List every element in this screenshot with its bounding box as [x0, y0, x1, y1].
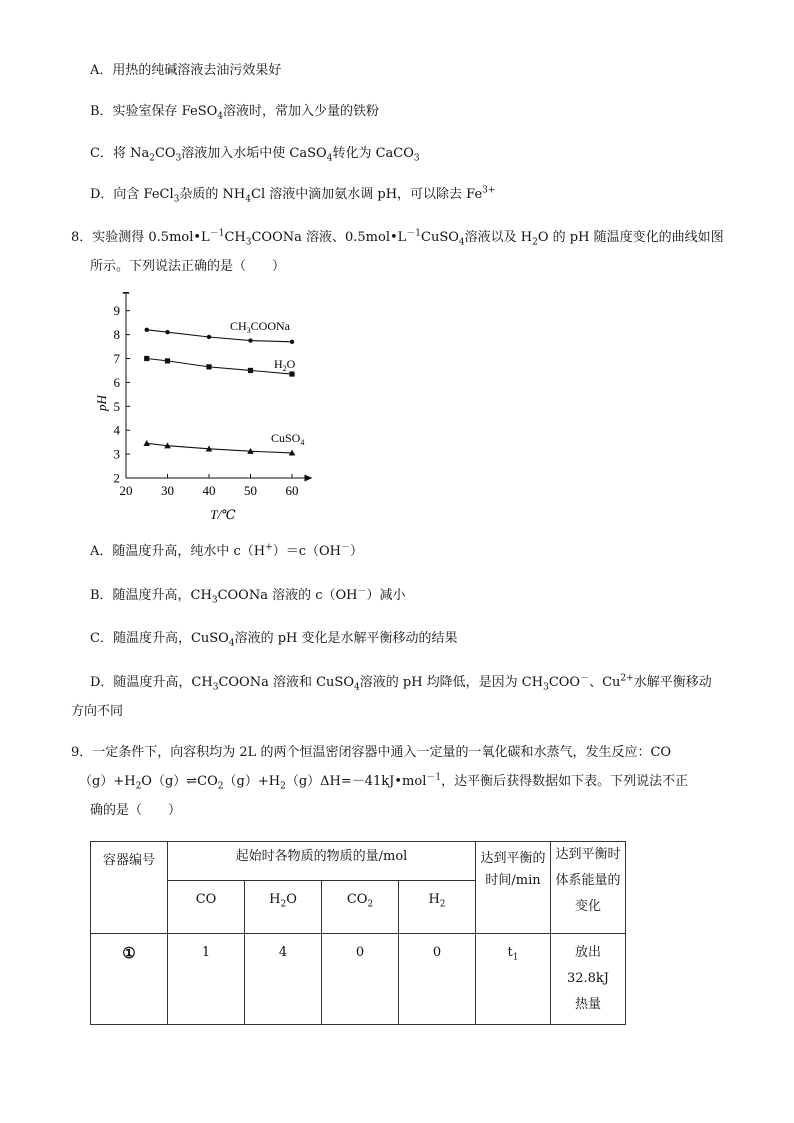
x-tick-label: 20: [119, 483, 133, 498]
q8-option-b: B．随温度升高，$CH_3COONa$ 溶液的 c（OH－）减小: [90, 586, 406, 606]
x-tick-label: 60: [285, 483, 299, 498]
subheader-co: CO: [168, 881, 245, 934]
q8-stem-line1: 8．实验测得 $0.5mol•L^{-1}CH_3COONa$ 溶液、$0.5mol•L^{-1}CuSO_4$溶液以及 $H_2O$ 的 pH 随温度变化的曲线如图: [71, 228, 724, 248]
q7-option-d: D．向含 FeCl$_3$杂质的 $NH_4Cl$ 溶液中滴加氨水调 pH，可以除去 $Fe^{3+}$: [90, 185, 496, 205]
cell-co: 1: [168, 934, 245, 1025]
data-point: [144, 356, 149, 361]
q8-stem-line2: 所示。下列说法正确的是（ ）: [90, 259, 286, 274]
q7-option-a: A．用热的纯碱溶液去油污效果好: [90, 63, 282, 78]
header-equilibrium-time: 达到平衡的 时间/min: [476, 842, 551, 934]
cell-container-id: ①: [91, 934, 168, 1025]
series-label-ch3coona: $CH_3COONa$: [230, 319, 290, 335]
subheader-co2: $CO_2$: [322, 881, 399, 934]
data-point: [289, 371, 294, 376]
y-tick-label: 7: [113, 351, 120, 366]
series-label-cuso4: CuSO$_4$: [271, 431, 305, 447]
subheader-h2o: $H_2O$: [245, 881, 322, 934]
header-initial-amount: 起始时各物质的物质的量/mol: [168, 842, 476, 881]
q8-option-d-line1: D．随温度升高，$CH_3COONa$ 溶液和 CuSO$_4$溶液的 pH 均降低，是因为 $CH_3COO^-$、$Cu^{2+}$水解平衡移动: [90, 673, 712, 693]
y-axis-label: pH: [94, 395, 109, 411]
equilibrium-data-table: [90, 841, 626, 1025]
q9-stem-line3: 确的是（ ）: [90, 803, 182, 818]
cell-h2: 0: [399, 934, 476, 1025]
data-point: [165, 330, 169, 334]
y-axis-arrow: [123, 292, 130, 294]
data-point: [248, 338, 252, 342]
subheader-h2: $H_2$: [399, 881, 476, 934]
data-point: [207, 335, 211, 339]
y-tick-label: 2: [113, 470, 120, 486]
data-point: [206, 364, 211, 369]
cell-time: $t_1$: [476, 934, 551, 1025]
header-energy-change: 达到平衡时 体系能量的 变化: [551, 842, 626, 934]
q8-option-d-line2: 方向不同: [71, 704, 124, 719]
y-tick-label: 4: [113, 422, 120, 438]
q8-option-c: C．随温度升高，CuSO$_4$溶液的 pH 变化是水解平衡移动的结果: [90, 631, 458, 649]
q9-stem-line1: 9．一定条件下，向容积均为 2L 的两个恒温密闭容器中通入一定量的一氧化碳和水蒸气，发生反应：CO: [71, 745, 672, 760]
q9-stem-line2: $(g)+H_2O(g)\rightleftharpoons CO_2(g)+H_2(g)\Delta H=-41kJ•mol^{-1}$，达平衡后获得数据如下表。下列说法不正: [79, 772, 689, 792]
ph-temperature-chart: [88, 292, 328, 524]
y-tick-label: 3: [113, 446, 120, 462]
y-tick-label: 9: [113, 303, 120, 319]
cell-co2: 0: [322, 934, 399, 1025]
data-point: [290, 340, 294, 344]
data-point: [145, 328, 149, 332]
data-point: [165, 358, 170, 363]
cell-energy: 放出 32.8kJ 热量: [551, 934, 626, 1025]
x-axis-label: T/℃: [210, 507, 236, 522]
q7-option-b: B．实验室保存 FeSO$_4$溶液时，常加入少量的铁粉: [90, 104, 380, 122]
table-header-row: [91, 842, 626, 881]
q8-option-a: A．随温度升高，纯水中 c（H+）＝c（OH－）: [90, 542, 363, 559]
series-label-h2o: $H_2O$: [274, 357, 296, 373]
data-point: [248, 368, 253, 373]
x-axis-arrow: [304, 475, 312, 482]
y-tick-label: 6: [113, 374, 120, 390]
header-container-id: 容器编号: [91, 842, 168, 934]
x-tick-label: 50: [244, 483, 257, 498]
cell-h2o: 4: [245, 934, 322, 1025]
y-tick-label: 5: [113, 398, 120, 414]
x-tick-label: 40: [202, 483, 216, 498]
x-tick-label: 30: [161, 483, 174, 498]
q7-option-c: C．将 $Na_2CO_3$溶液加入水垢中使 CaSO$_4$转化为 CaCO$_3$: [90, 146, 420, 164]
table-row: [91, 934, 626, 1025]
y-tick-label: 8: [113, 327, 120, 343]
data-point: [143, 440, 150, 446]
